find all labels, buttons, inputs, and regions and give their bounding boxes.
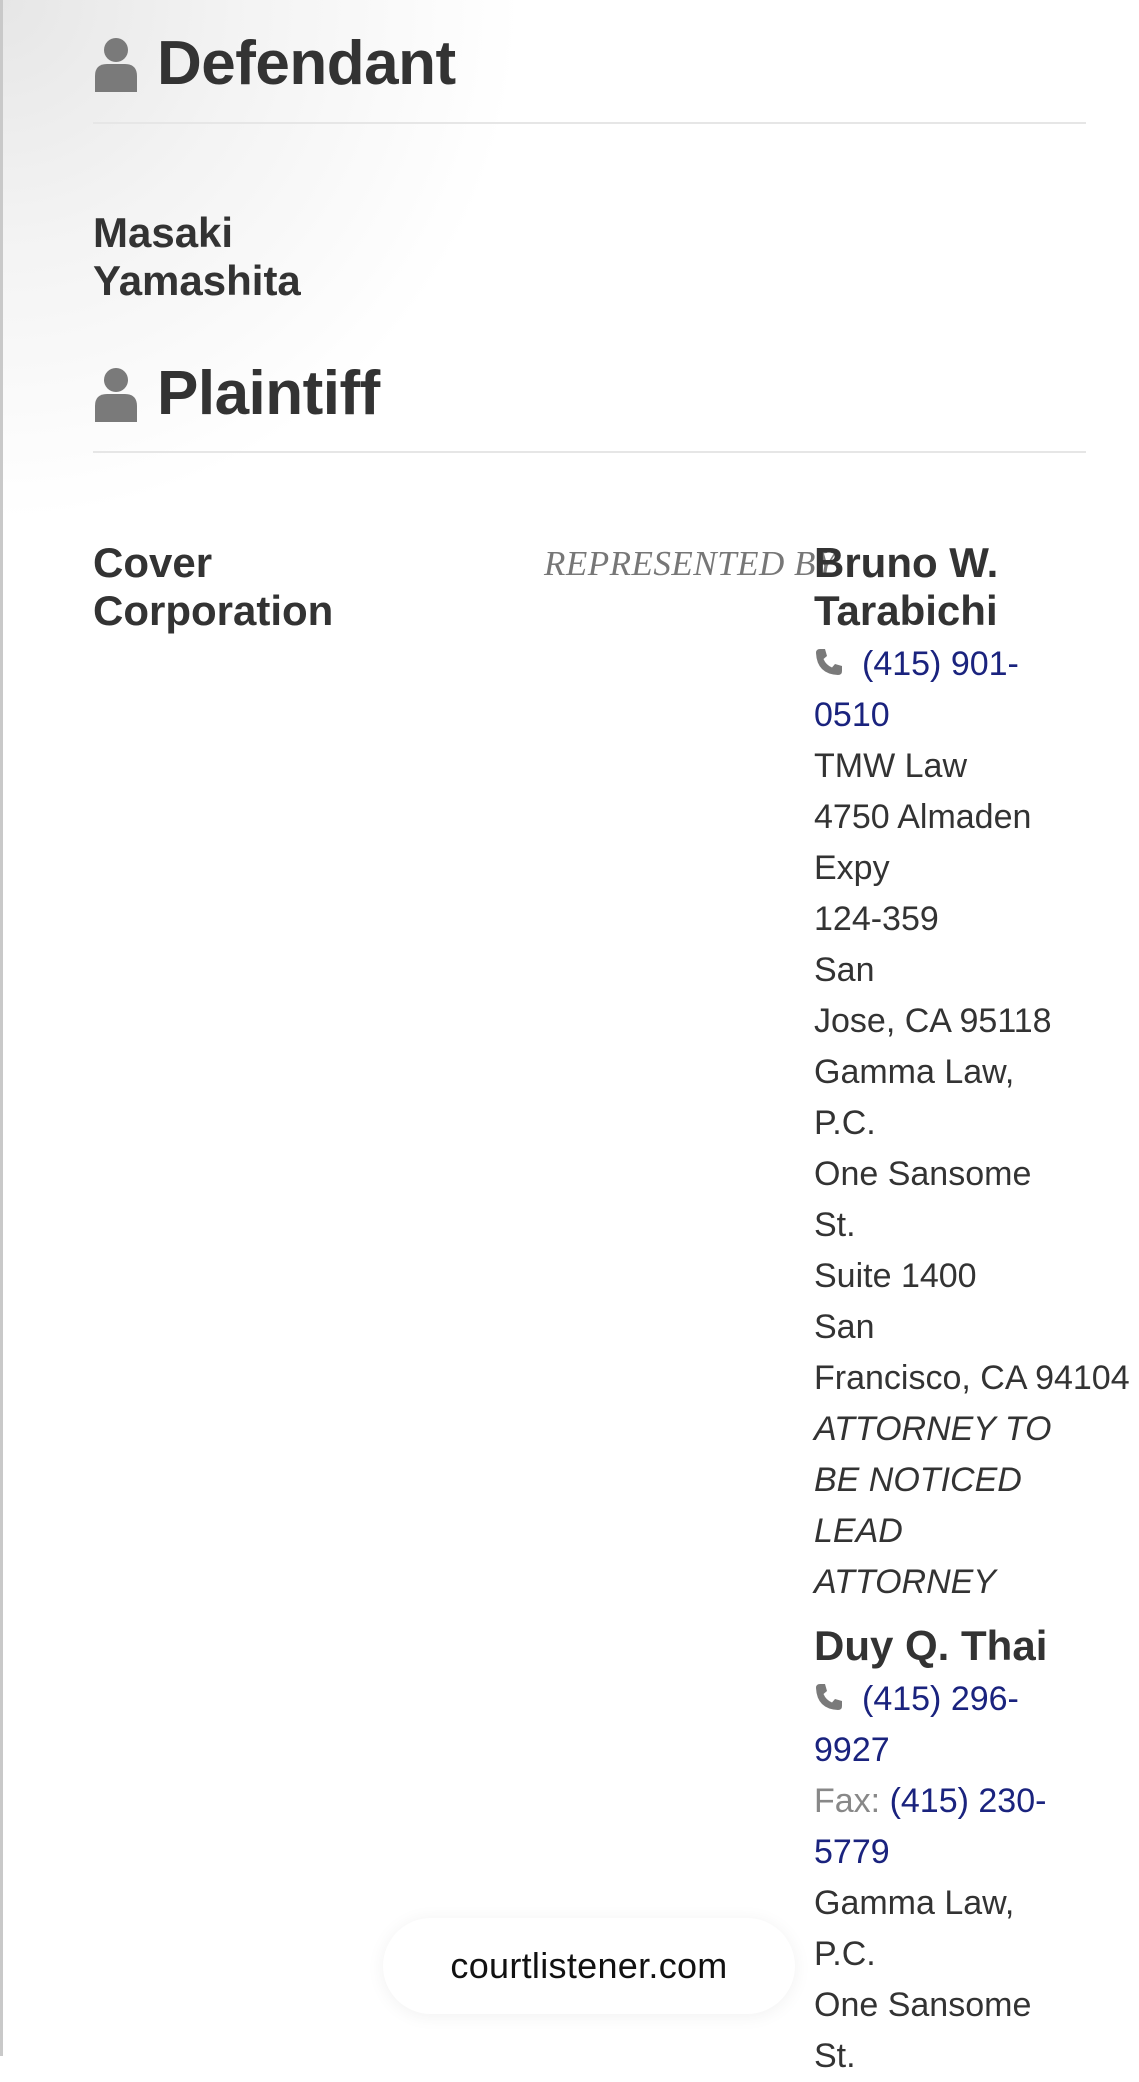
attorney-role-line: ATTORNEY <box>814 1563 996 1601</box>
person-icon <box>93 36 139 92</box>
address-line: P.C. <box>814 1935 876 1973</box>
phone-number-line[interactable]: (415) 901- <box>862 645 1019 683</box>
fax-label: Fax: <box>814 1782 881 1820</box>
address-line: Jose, CA 95118 <box>814 1002 1052 1040</box>
person-icon <box>93 366 139 422</box>
fax-number-line[interactable]: (415) 230- <box>889 1782 1047 1820</box>
phone-icon <box>814 1682 844 1712</box>
phone-number-line[interactable]: 0510 <box>814 696 890 734</box>
left-border <box>0 0 3 2056</box>
browser-url-pill[interactable] <box>383 1918 795 2014</box>
address-line: San <box>814 1308 875 1346</box>
attorney-phone-link[interactable] <box>814 1674 1139 1725</box>
url-text: courtlistener.com <box>450 1945 728 1986</box>
phone-icon <box>814 647 844 677</box>
address-line: One Sansome <box>814 1986 1032 2024</box>
address-line: 4750 Almaden <box>814 798 1032 836</box>
phone-number-line[interactable]: (415) 296- <box>862 1680 1019 1718</box>
plaintiff-divider <box>93 451 1086 453</box>
address-line: Francisco, CA 94104 <box>814 1359 1130 1397</box>
address-line: San <box>814 951 875 989</box>
defendant-header <box>93 28 1086 99</box>
attorney-phone-link[interactable] <box>814 639 1139 690</box>
address-line: Suite 1400 <box>814 1257 977 1295</box>
address-line: One Sansome <box>814 1155 1032 1193</box>
phone-number-line[interactable]: 9927 <box>814 1731 890 1769</box>
address-line: Expy <box>814 849 890 887</box>
attorney-role-line: BE NOTICED <box>814 1461 1022 1499</box>
address-line: P.C. <box>814 1104 876 1142</box>
defendant-heading: Defendant <box>157 29 456 98</box>
plaintiff-heading: Plaintiff <box>157 359 380 428</box>
attorney-name: Bruno W. Tarabichi <box>814 539 999 634</box>
fax-line <box>814 1776 1139 1827</box>
defendant-name: Masaki Yamashita <box>93 209 301 304</box>
attorney-spacer <box>814 1608 1139 1622</box>
address-line: Gamma Law, <box>814 1053 1015 1091</box>
address-line: St. <box>814 2037 856 2075</box>
attorney-name: Duy Q. Thai <box>814 1622 1048 1669</box>
address-line: 124-359 <box>814 900 939 938</box>
address-line: TMW Law <box>814 747 967 785</box>
defendant-divider <box>93 122 1086 124</box>
address-line: St. <box>814 1206 856 1244</box>
attorney-role-line: ATTORNEY TO <box>814 1410 1052 1448</box>
represented-by-label: REPRESENTED BY <box>544 544 836 583</box>
address-line: Gamma Law, <box>814 1884 1015 1922</box>
plaintiff-header <box>93 358 1086 429</box>
plaintiff-name: Cover Corporation <box>93 539 334 634</box>
fax-number-line[interactable]: 5779 <box>814 1833 890 1871</box>
attorney-role-line: LEAD <box>814 1512 903 1550</box>
attorney-list <box>814 539 1139 2082</box>
